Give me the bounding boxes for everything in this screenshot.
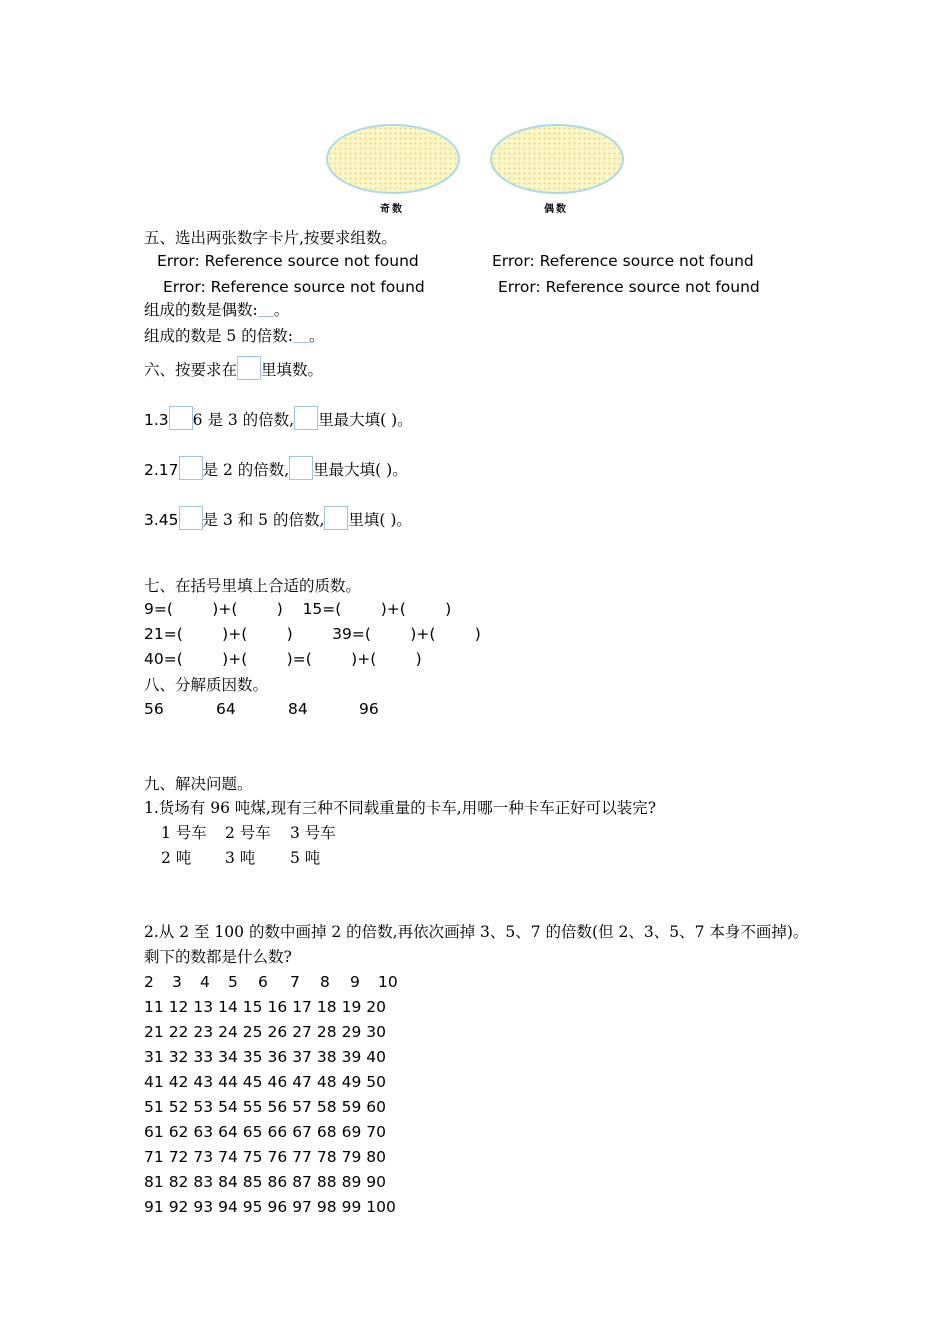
truck-2-load: 3 吨: [225, 849, 256, 867]
grid-number: 66: [267, 1123, 288, 1141]
section9-title: 九、解决问题。: [144, 775, 253, 793]
grid-number: 57: [292, 1098, 312, 1116]
grid-number: 48: [316, 1073, 337, 1091]
grid-number: 87: [292, 1173, 312, 1191]
grid-number: 89: [341, 1173, 362, 1191]
five-multiple-period: 。: [308, 327, 325, 345]
section7-title: 七、在括号里填上合适的质数。: [144, 577, 362, 595]
q2-part-a: 2.17: [144, 461, 179, 479]
grid-number: 12: [168, 998, 189, 1016]
grid-number: 71: [144, 1148, 164, 1166]
grid-number: 90: [366, 1173, 387, 1191]
grid-number: 11: [144, 998, 164, 1016]
q1-reference-box: [294, 406, 318, 430]
grid-number: 58: [316, 1098, 337, 1116]
grid-number: 80: [366, 1148, 387, 1166]
q2-part-c: 里最大填( )。: [313, 461, 408, 479]
grid-number: 84: [218, 1173, 238, 1191]
grid-number: 36: [267, 1048, 288, 1066]
grid-number: 39: [341, 1048, 362, 1066]
truck-3-load: 5 吨: [290, 849, 321, 867]
grid-number: 64: [218, 1123, 238, 1141]
odd-numbers-oval: [326, 124, 460, 194]
odd-numbers-label: 奇数: [380, 204, 404, 215]
error-text-4: Error: Reference source not found: [498, 278, 760, 296]
grid-number: 91: [144, 1198, 164, 1216]
grid-number: 77: [292, 1148, 312, 1166]
grid-number: 8: [320, 973, 330, 991]
q3-part-b: 是 3 和 5 的倍数,: [202, 511, 325, 529]
grid-number: 70: [366, 1123, 387, 1141]
grid-number: 68: [316, 1123, 337, 1141]
grid-number: 78: [316, 1148, 337, 1166]
grid-number: 24: [218, 1023, 238, 1041]
section6-title: [144, 356, 323, 380]
grid-number: 76: [267, 1148, 288, 1166]
error-text-2: Error: Reference source not found: [492, 252, 754, 270]
grid-number: 25: [242, 1023, 263, 1041]
grid-number: 29: [341, 1023, 362, 1041]
q2-part-b: 是 2 的倍数,: [202, 461, 290, 479]
five-multiple-answer-blank[interactable]: [293, 328, 309, 343]
grid-number: 79: [341, 1148, 362, 1166]
grid-number: 92: [168, 1198, 189, 1216]
truck-2-label: 2 号车: [225, 824, 271, 842]
grid-number: 16: [267, 998, 288, 1016]
grid-number: 59: [341, 1098, 362, 1116]
prime-sum-line-1: 9=( )+( ) 15=( )+( ): [144, 600, 452, 618]
grid-number: 93: [193, 1198, 214, 1216]
grid-number: 38: [316, 1048, 337, 1066]
grid-number: 22: [168, 1023, 189, 1041]
five-multiple-question: [144, 326, 324, 346]
grid-number: 19: [341, 998, 362, 1016]
grid-number: 100: [366, 1198, 396, 1216]
grid-number: 21: [144, 1023, 164, 1041]
section5-title: 五、选出两张数字卡片,按要求组数。: [144, 229, 397, 247]
grid-number: 34: [218, 1048, 238, 1066]
problem-2-text-line-1: 2.从 2 至 100 的数中画掉 2 的倍数,再依次画掉 3、5、7 的倍数(但 2、3、5、7 本身不画掉)。: [144, 923, 809, 941]
section6-title-suffix: 里填数。: [261, 361, 324, 379]
q1-part-c: 里最大填( )。: [318, 411, 413, 429]
grid-number: 30: [366, 1023, 387, 1041]
prime-sum-line-3: 40=( )+( )=( )+( ): [144, 650, 422, 668]
grid-number: 42: [168, 1073, 189, 1091]
grid-number: 20: [366, 998, 387, 1016]
q3-part-c: 里填( )。: [348, 511, 412, 529]
grid-number: 15: [242, 998, 263, 1016]
grid-number: 75: [242, 1148, 263, 1166]
grid-number: 65: [242, 1123, 263, 1141]
q3-digit-box[interactable]: [179, 506, 203, 530]
grid-number: 54: [218, 1098, 238, 1116]
grid-number: 97: [292, 1198, 312, 1216]
grid-number: 9: [350, 973, 360, 991]
grid-number: 23: [193, 1023, 214, 1041]
section6-question-1: [144, 406, 413, 430]
grid-number: 18: [316, 998, 337, 1016]
grid-number: 45: [242, 1073, 263, 1091]
prime-sum-line-2: 21=( )+( ) 39=( )+( ): [144, 625, 481, 643]
grid-number: 52: [168, 1098, 189, 1116]
grid-number: 13: [193, 998, 214, 1016]
grid-number: 60: [366, 1098, 387, 1116]
grid-number: 26: [267, 1023, 288, 1041]
grid-number: 94: [218, 1198, 238, 1216]
factor-number-64: 64: [216, 700, 236, 718]
grid-number: 2: [144, 973, 154, 991]
grid-number: 14: [218, 998, 238, 1016]
grid-number: 3: [172, 973, 182, 991]
grid-number: 63: [193, 1123, 214, 1141]
section6-title-prefix: 六、按要求在: [144, 361, 238, 379]
grid-number: 47: [292, 1073, 312, 1091]
grid-number: 83: [193, 1173, 214, 1191]
square-box-icon: [237, 356, 261, 380]
grid-number: 99: [341, 1198, 362, 1216]
grid-number: 5: [228, 973, 238, 991]
factor-number-56: 56: [144, 700, 164, 718]
five-multiple-question-text: 组成的数是 5 的倍数:: [144, 327, 293, 345]
grid-number: 40: [366, 1048, 387, 1066]
grid-number: 50: [366, 1073, 387, 1091]
grid-number: 49: [341, 1073, 362, 1091]
truck-3-label: 3 号车: [290, 824, 336, 842]
even-number-question-text: 组成的数是偶数:: [144, 301, 258, 319]
problem-1-text: 1.货场有 96 吨煤,现有三种不同载重量的卡车,用哪一种卡车正好可以装完?: [144, 799, 657, 817]
grid-number: 31: [144, 1048, 164, 1066]
grid-number: 61: [144, 1123, 164, 1141]
q2-digit-box[interactable]: [179, 456, 203, 480]
q1-digit-box[interactable]: [169, 406, 193, 430]
grid-number: 98: [316, 1198, 337, 1216]
grid-number: 72: [168, 1148, 189, 1166]
grid-number: 6: [258, 973, 268, 991]
even-numbers-label: 偶数: [544, 204, 568, 215]
grid-number: 95: [242, 1198, 263, 1216]
grid-number: 74: [218, 1148, 238, 1166]
grid-number: 53: [193, 1098, 214, 1116]
section6-question-2: [144, 456, 408, 480]
error-text-1: Error: Reference source not found: [157, 252, 419, 270]
grid-number: 55: [242, 1098, 263, 1116]
grid-number: 43: [193, 1073, 214, 1091]
grid-number: 86: [267, 1173, 288, 1191]
even-number-question: [144, 300, 289, 320]
grid-number: 81: [144, 1173, 164, 1191]
grid-number: 37: [292, 1048, 312, 1066]
grid-number: 32: [168, 1048, 189, 1066]
factor-number-96: 96: [359, 700, 379, 718]
grid-number: 44: [218, 1073, 238, 1091]
grid-number: 35: [242, 1048, 263, 1066]
grid-number: 28: [316, 1023, 337, 1041]
grid-number: 17: [292, 998, 312, 1016]
truck-1-load: 2 吨: [161, 849, 192, 867]
factor-number-84: 84: [288, 700, 308, 718]
grid-number: 51: [144, 1098, 164, 1116]
section6-question-3: [144, 506, 412, 530]
error-text-3: Error: Reference source not found: [163, 278, 425, 296]
grid-number: 46: [267, 1073, 288, 1091]
grid-number: 82: [168, 1173, 189, 1191]
grid-number: 41: [144, 1073, 164, 1091]
grid-number: 69: [341, 1123, 362, 1141]
q1-part-b: 6 是 3 的倍数,: [192, 411, 295, 429]
problem-2-text-line-2: 剩下的数都是什么数?: [144, 948, 292, 966]
even-numbers-oval: [490, 124, 624, 194]
grid-number: 56: [267, 1098, 288, 1116]
q3-part-a: 3.45: [144, 511, 179, 529]
section8-title: 八、分解质因数。: [144, 676, 269, 694]
grid-number: 33: [193, 1048, 214, 1066]
even-number-answer-blank[interactable]: [258, 302, 274, 317]
grid-number: 62: [168, 1123, 189, 1141]
q3-reference-box: [324, 506, 348, 530]
grid-number: 85: [242, 1173, 263, 1191]
grid-number: 27: [292, 1023, 312, 1041]
grid-number: 4: [200, 973, 210, 991]
grid-number: 7: [290, 973, 300, 991]
q1-part-a: 1.3: [144, 411, 169, 429]
grid-number: 73: [193, 1148, 214, 1166]
truck-1-label: 1 号车: [161, 824, 207, 842]
grid-number: 96: [267, 1198, 288, 1216]
grid-number: 88: [316, 1173, 337, 1191]
q2-reference-box: [289, 456, 313, 480]
grid-number: 67: [292, 1123, 312, 1141]
grid-number: 10: [378, 973, 398, 991]
even-number-period: 。: [273, 301, 290, 319]
